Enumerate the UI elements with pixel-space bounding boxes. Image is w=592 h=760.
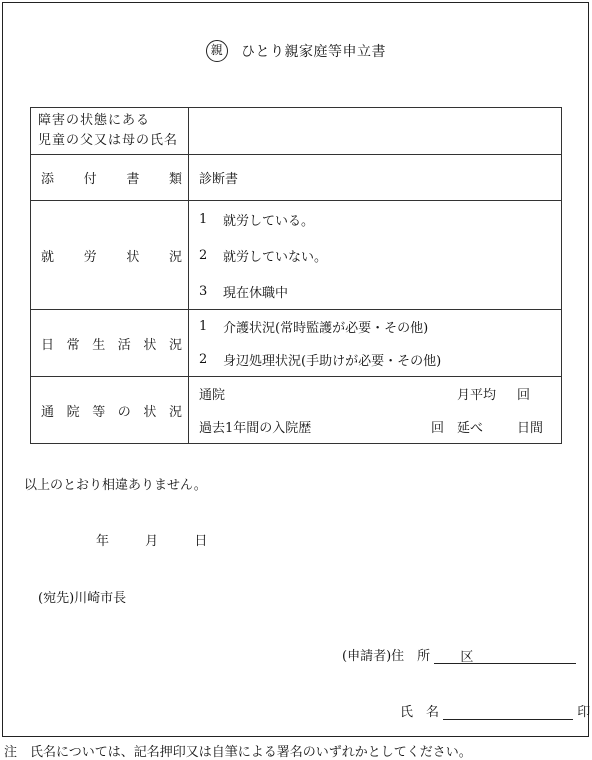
option-employed[interactable]: 1 就労している。	[199, 211, 315, 229]
declaration-text: 以上のとおり相違ありません。	[24, 478, 207, 493]
label-employment: 就 労 状 況	[31, 201, 189, 310]
name-field[interactable]	[443, 703, 573, 720]
title-text: ひとり親家庭等申立書	[240, 44, 386, 60]
document-title	[0, 40, 592, 62]
date-line	[96, 530, 207, 549]
footnote: 注 氏名については、記名押印又は自筆による署名のいずれかとしてください。	[4, 745, 472, 760]
date-month[interactable]: 月	[145, 534, 159, 549]
hospitalization-line: 過去1年間の入院歴 回 延べ 日間	[199, 421, 544, 436]
row-attachments	[31, 155, 562, 201]
circled-badge: 親	[206, 40, 228, 62]
daily-life-options	[189, 310, 562, 377]
applicant-address-line: (申請者)住 所 区	[342, 645, 576, 664]
option-not-employed[interactable]: 2 就労していない。	[199, 247, 328, 265]
row-daily-life	[31, 310, 562, 377]
row-parent-name	[31, 108, 562, 155]
hospital-values	[189, 377, 562, 444]
address-field[interactable]	[434, 647, 576, 664]
date-day[interactable]: 日	[194, 534, 208, 549]
addressee: (宛先)川崎市長	[38, 591, 127, 606]
label-hospital: 通 院 等 の 状 況	[31, 377, 189, 444]
employment-options	[189, 201, 562, 310]
option-on-leave[interactable]: 3 現在休職中	[199, 283, 289, 301]
label-daily-life: 日 常 生 活 状 況	[31, 310, 189, 377]
applicant-name-line	[400, 701, 590, 720]
label-parent-name: 障害の状態にある 児童の父又は母の氏名	[31, 108, 189, 155]
name-label: 氏 名	[400, 705, 440, 720]
hospital-visit-line: 通院 月平均 回	[199, 388, 531, 403]
ward-label: 区	[460, 650, 474, 665]
label-attachments: 添 付 書 類	[31, 155, 189, 201]
option-self-care-status[interactable]: 2 身辺処理状況(手助けが必要・その他)	[199, 352, 442, 369]
row-hospital	[31, 377, 562, 444]
form-table	[30, 107, 562, 444]
seal-mark: 印	[577, 705, 591, 720]
row-employment	[31, 201, 562, 310]
parent-name-field[interactable]	[189, 108, 562, 155]
option-care-status[interactable]: 1 介護状況(常時監護が必要・その他)	[199, 319, 429, 336]
date-year[interactable]: 年	[96, 534, 110, 549]
address-label: 住 所	[391, 649, 431, 664]
attachments-value: 診断書	[189, 155, 562, 201]
